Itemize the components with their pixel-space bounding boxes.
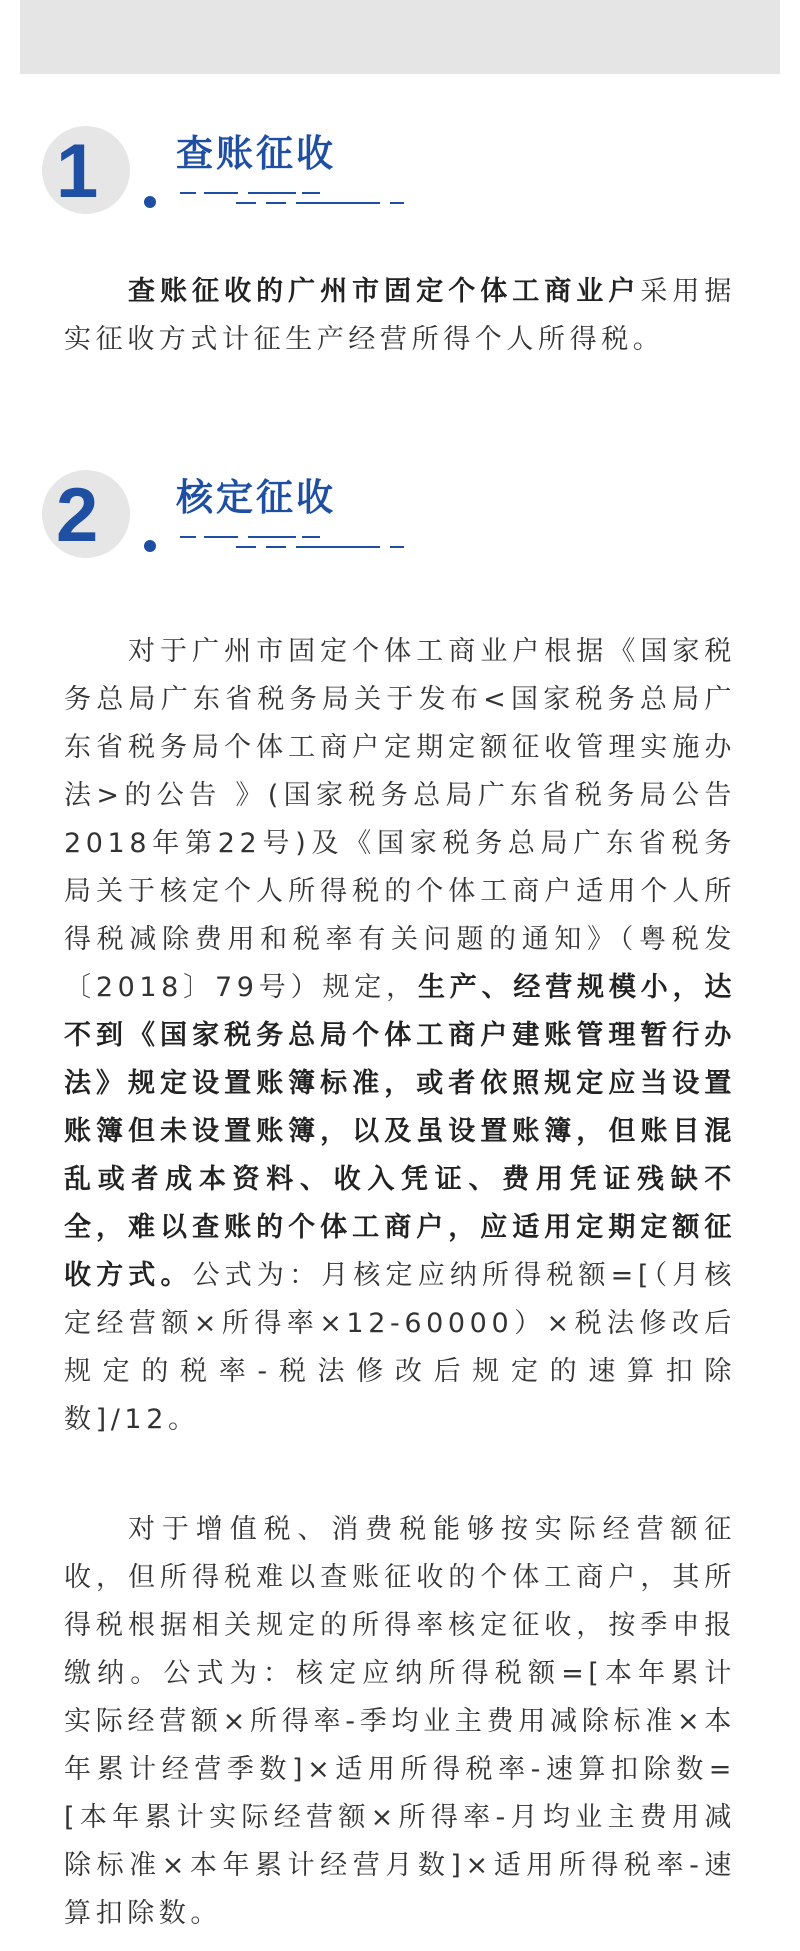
section-number: 2 (56, 473, 99, 558)
section-2-paragraph-2: 对于增值税、消费税能够按实际经营额征收，但所得税难以查账征收的个体工商户，其所得税根据相关规定的所得率核定征收，按季申报缴纳。公式为：核定应纳所得税额=[本年累计实际经营额×所得率-季均业主费用减除标准×本年累计经营季数]×适用所得税率-速算扣除数=[本年累计实际经营额×所得率-月均业主费用减除标准×本年累计经营月数]×适用所得税率-速算扣除数。 (64, 1514, 736, 1929)
body-text: 采用据实征收方式计征生产经营所得个人所得税。 (64, 276, 736, 355)
body-text: 对于广州市固定个体工商业户根据《国家税务总局广东省税务局关于发布<国家税务总局广东省税务局个体工商户定期定额征收管理实施办法>的公告 》(国家税务总局广东省税务局公告2018年第22号)及《国家税务总局广东省税务局关于核定个人所得税的个体工商户适用个人所得税减除费用和税率有关问题的通知》（粤税发〔2018〕79号）规定， (64, 636, 736, 1003)
top-banner-area (20, 0, 780, 74)
section-number: 1 (56, 129, 99, 214)
bold-text: 生产、经营规模小，达不到《国家税务总局个体工商户建账管理暂行办法》规定设置账簿标准，或者依照规定应当设置账簿但未设置账簿，以及虽设置账簿，但账目混乱或者成本资料、收入凭证、费用凭证残缺不全，难以查账的个体工商户，应适用定期定额征收方式。 (64, 972, 736, 1291)
section-2-paragraph-1 (64, 628, 736, 1444)
accent-dot (144, 540, 156, 552)
accent-dot (144, 196, 156, 208)
section-1-paragraph (64, 268, 736, 364)
bold-lead-text: 查账征收的广州市固定个体工商业户 (128, 276, 641, 307)
formula-text: 公式为：月核定应纳所得税额=[（月核定经营额×所得率×12-60000）×税法修改后规定的税率-税法修改后规定的速算扣除数]/12。 (64, 1260, 736, 1435)
section-title: 查账征收 (176, 132, 336, 175)
section-title: 核定征收 (176, 476, 336, 519)
section-heading-2 (40, 470, 480, 570)
section-heading-1 (40, 126, 480, 226)
